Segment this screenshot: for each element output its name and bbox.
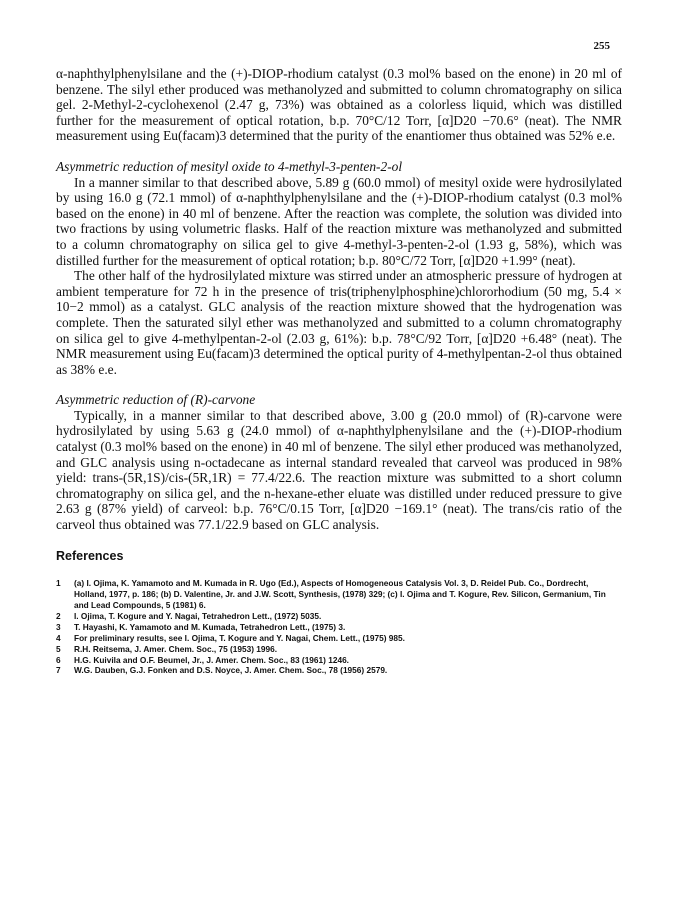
references-list — [56, 578, 622, 676]
reference-number: 4 — [56, 632, 61, 643]
reference-text: T. Hayashi, K. Yamamoto and M. Kumada, Tetrahedron Lett., (1975) 3. — [74, 621, 346, 632]
page-number: 255 — [593, 40, 610, 52]
reference-text: H.G. Kuivila and O.F. Beumel, Jr., J. Amer. Chem. Soc., 83 (1961) 1246. — [74, 654, 349, 665]
reference-number: 6 — [56, 654, 61, 665]
reference-item — [56, 633, 622, 644]
section-mesityl-oxide — [56, 159, 622, 377]
references-heading: References — [56, 548, 124, 563]
section-carvone — [56, 392, 622, 532]
reference-item — [56, 622, 622, 633]
section-title-carvone: Asymmetric reduction of (R)-carvone — [56, 392, 256, 408]
reference-item — [56, 578, 622, 611]
section2-paragraph-1: Typically, in a manner similar to that described above, 3.00 g (20.0 mmol) of (R)-carvone were hydrosilylated by using 5.63 g (24.0 mmol) of α-naphthylphenylsilane and the (+)-DIOP-rhodium catalyst (0.3 mol% based on the enone) in 40 ml of benzene. The silyl ether produced was methanolyzed, and GLC analysis using n-octadecane as internal standard revealed that carveol was produced in 98% yield: trans-(5R,1S)/cis-(5R,1R) = 77.4/22.6. The reaction mixture was submitted to a short column chromatography on silica gel, and the n-hexane-ether eluate was distilled under reduced pressure to give 2.63 g (87% yield) of carveol: b.p. 76°C/0.15 Torr, [α]D20 −169.1° (neat). The trans/cis ratio of the carveol thus obtained was 77.1/22.9 based on GLC analysis. — [56, 407, 622, 533]
reference-item — [56, 665, 622, 676]
reference-text: R.H. Reitsema, J. Amer. Chem. Soc., 75 (1953) 1996. — [74, 643, 278, 654]
paragraph-continued: α-naphthylphenylsilane and the (+)-DIOP-rhodium catalyst (0.3 mol% based on the enone) in 20 ml of benzene. The silyl ether produced was methanolyzed and submitted to column chromatography on silica gel. 2-Methyl-2-cyclohexenol (2.47 g, 73%) was obtained as a colorless liquid, which was distilled further for the measurement of optical rotation, b.p. 70°C/12 Torr, [α]D20 −70.6° (neat). The NMR measurement using Eu(facam)3 determined that the purity of the enantiomer thus obtained was 52% e.e. — [56, 66, 622, 144]
reference-text: I. Ojima, T. Kogure and Y. Nagai, Tetrahedron Lett., (1972) 5035. — [74, 610, 322, 621]
section-title-mesityl-oxide: Asymmetric reduction of mesityl oxide to 4-methyl-3-penten-2-ol — [56, 158, 403, 174]
section1-paragraph-1: In a manner similar to that described above, 5.89 g (60.0 mmol) of mesityl oxide were hydrosilylated by using 16.0 g (72.1 mmol) of α-naphthylphenylsilane and the (+)-DIOP-rhodium catalyst (0.3 mol% based on the enone) in 40 ml of benzene. After the reaction was complete, the solution was divided into two fractions by using volumetric flasks. Half of the reaction mixture was methanolyzed and submitted to a column chromatography on silica gel to give 4-methyl-3-penten-2-ol (1.93 g, 58%), which was distilled further for the measurement of optical rotation; b.p. 80°C/72 Torr, [α]D20 +1.99° (neat). — [56, 174, 622, 268]
reference-number: 5 — [56, 643, 61, 654]
reference-text: (a) I. Ojima, K. Yamamoto and M. Kumada in R. Ugo (Ed.), Aspects of Homogeneous Catalysis Vol. 3, D. Reidel Pub. Co., Dordrecht, Holland, 1977, p. 186; (b) D. Valentine, Jr. and J.W. Scott, Synthesis, (1978) 329; (c) I. Ojima and T. Kogure, Rev. Silicon, Germanium, Tin and Lead Compounds, 5 (1981) 6. — [74, 578, 606, 611]
article-body — [56, 66, 622, 676]
reference-item — [56, 611, 622, 622]
section1-paragraph-2: The other half of the hydrosilylated mixture was stirred under an atmospheric pressure of hydrogen at ambient temperature for 72 h in the presence of tris(triphenylphosphine)chlororhodium (50 mg, 5.4 × 10−2 mmol) as a catalyst. GLC analysis of the reaction mixture showed that the hydrogenation was complete. Then the saturated silyl ether was methanolyzed and submitted to a column chromatography on silica gel to give 4-methylpentan-2-ol (2.03 g, 61%): b.p. 78°C/92 Torr, [α]D20 +6.48° (neat). The NMR measurement using Eu(facam)3 determined the optical purity of 4-methylpentan-2-ol thus obtained as 38% e.e. — [56, 268, 622, 377]
reference-item — [56, 644, 622, 655]
reference-text: For preliminary results, see I. Ojima, T. Kogure and Y. Nagai, Chem. Lett., (1975) 985. — [74, 632, 405, 643]
reference-text: W.G. Dauben, G.J. Fonken and D.S. Noyce, J. Amer. Chem. Soc., 78 (1956) 2579. — [74, 665, 388, 676]
reference-number: 3 — [56, 621, 61, 632]
reference-item — [56, 655, 622, 666]
reference-number: 7 — [56, 665, 61, 676]
reference-number: 1 — [56, 578, 61, 589]
reference-number: 2 — [56, 610, 61, 621]
